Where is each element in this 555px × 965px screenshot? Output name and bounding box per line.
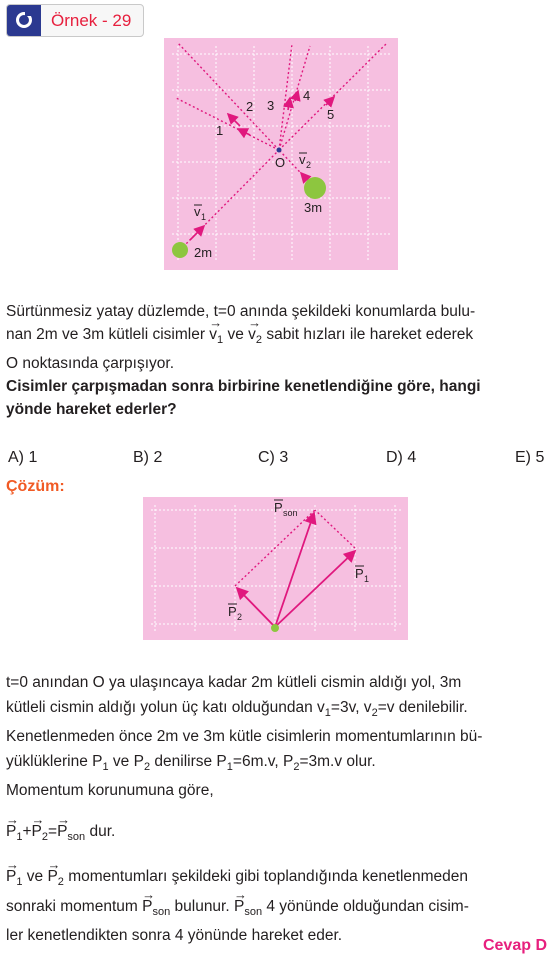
- label-v2-sub: 2: [306, 160, 312, 170]
- point-o: [277, 148, 282, 153]
- question-line-2: yönde hareket ederler?: [6, 401, 177, 419]
- label-2: 2: [246, 99, 254, 114]
- tag-icon-block: [7, 5, 41, 36]
- label-o: O: [275, 155, 286, 170]
- example-title: Örnek - 29: [51, 11, 132, 30]
- label-p1: P: [355, 566, 364, 581]
- label-pson: P: [274, 500, 283, 515]
- label-v1-sub: 1: [201, 212, 207, 222]
- ball-2m: [172, 242, 188, 258]
- example-tag: [6, 4, 144, 37]
- grid-background: [164, 38, 398, 270]
- label-p2: P: [228, 604, 237, 619]
- label-v1: v: [194, 204, 201, 219]
- solution-text: t=0 anından O ya ulaşıncaya kadar 2m kütleli cismin aldığı yol, 3m kütleli cismin aldığı yolun üç katı olduğundan $v_1=3v$, $v_2=v$ denilebilir. Kenetlenmeden önce 2m ve 3m kütle cisimlerin momentumlarının bü- yüklüklerine $P_1$ ve $P_2$ denilirse $P_1=6m.v$, $P_2=3m.v$ olur. Momentum korunumuna göre, → $P_1+\to P_2=\to P_{son}$ dur. → $P_1$ ve → $P_2$ momentumları şekildeki gibi toplandığında kenetlenmeden sonraki momentum → $P_{son}$ bulunur. → $P_{son}$ 4 yönünde olduğundan cisim- ler kenetlendikten sonra 4 yönünde hareket eder.: [6, 671, 551, 949]
- collision-figure: [164, 38, 398, 270]
- origin-point: [271, 624, 279, 632]
- label-3m: 3m: [304, 200, 323, 215]
- label-3: 3: [267, 98, 275, 113]
- vector-sum-figure: [143, 497, 408, 640]
- momentum-equation: → $P_1+\to P_2=\to P_{son}$ dur.: [6, 820, 551, 850]
- label-pson-sub: son: [283, 508, 298, 518]
- label-1: 1: [216, 123, 224, 138]
- question-line-1: Cisimler çarpışmadan sonra birbirine kenetlendiğine göre, hangi: [6, 378, 481, 396]
- label-2m: 2m: [194, 245, 213, 260]
- option-d[interactable]: D) 4: [386, 449, 417, 466]
- label-p2-sub: 2: [237, 612, 243, 622]
- option-b[interactable]: B) 2: [133, 449, 163, 466]
- label-p1-sub: 1: [364, 574, 370, 584]
- option-a[interactable]: A) 1: [8, 449, 38, 466]
- label-v2: v: [299, 152, 306, 167]
- label-5: 5: [327, 107, 335, 122]
- option-c[interactable]: C) 3: [258, 449, 289, 466]
- option-e[interactable]: E) 5: [515, 449, 545, 466]
- ball-3m: [304, 177, 326, 199]
- label-4: 4: [303, 88, 311, 103]
- problem-text: Sürtünmesiz yatay düzlemde, t=0 anında şekildeki konumlarda bulu- nan 2m ve 3m kütleli cisimler → $v_1$ ve → $v_2$ sabit hızları ile hareket ederek O noktasında çarpışıyor. Cisimler çarpışmadan sonra birbirine kenetlendiğine göre, hangi yönde hareket ederler?: [6, 300, 551, 421]
- solution-label: Çözüm:: [6, 478, 65, 495]
- answer-label: Cevap D: [482, 937, 547, 954]
